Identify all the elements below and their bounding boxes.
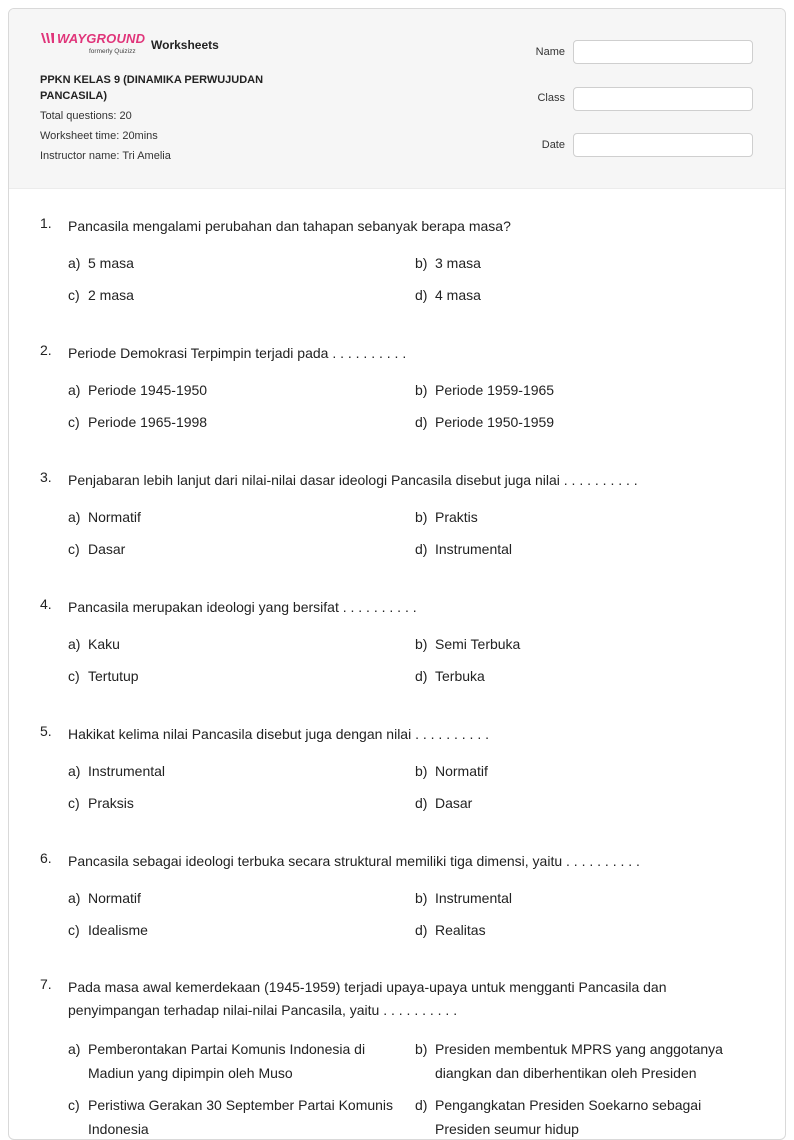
question-text: Pancasila merupakan ideologi yang bersifat . . . . . . . . . .	[68, 599, 417, 615]
option-letter: c)	[68, 541, 80, 557]
option-letter: b)	[415, 636, 428, 652]
option-letter: d)	[415, 922, 428, 938]
option-letter: b)	[415, 382, 428, 398]
option-text: Periode 1959-1965	[435, 382, 555, 398]
logo-mark-icon	[40, 32, 57, 44]
total-questions: Total questions: 20	[40, 110, 132, 122]
option-text: Normatif	[88, 509, 141, 525]
option-letter: d)	[415, 668, 428, 684]
date-field[interactable]	[573, 133, 753, 157]
option-letter: c)	[68, 1097, 80, 1113]
option-text: Presiden membentuk MPRS yang anggotanya diangkan dan diberhentikan oleh Presiden	[435, 1041, 723, 1081]
question-text: Pancasila mengalami perubahan dan tahapan sebanyak berapa masa?	[68, 218, 511, 234]
option-text: 4 masa	[435, 287, 481, 303]
option-text: Peristiwa Gerakan 30 September Partai Komunis Indonesia	[88, 1097, 394, 1137]
worksheet-page	[8, 8, 786, 1140]
option-text: Idealisme	[88, 922, 148, 938]
worksheet-title: PPKN KELAS 9 (DINAMIKA PERWUJUDAN PANCASILA)	[40, 74, 264, 102]
option-letter: d)	[415, 414, 428, 430]
option-text: Periode 1950-1959	[435, 414, 555, 430]
question-text: Penjabaran lebih lanjut dari nilai-nilai dasar ideologi Pancasila disebut juga nilai . . . . . . . . . .	[68, 472, 638, 488]
option-text: Kaku	[88, 636, 120, 652]
question-number: 6.	[40, 850, 52, 866]
class-label: Class	[537, 92, 565, 104]
brand-label: Worksheets	[151, 38, 219, 52]
option-text: Pemberontakan Partai Komunis Indonesia di Madiun yang dipimpin oleh Muso	[88, 1041, 366, 1081]
option-text: Periode 1965-1998	[88, 414, 208, 430]
logo-subtext: formerly Quizizz	[89, 48, 136, 55]
option-text: Normatif	[88, 890, 141, 906]
name-label: Name	[535, 46, 565, 58]
worksheet-time: Worksheet time: 20mins	[40, 130, 158, 142]
option-letter: c)	[68, 795, 80, 811]
option-letter: c)	[68, 668, 80, 684]
option-text: Semi Terbuka	[435, 636, 521, 652]
option-text: Instrumental	[435, 541, 513, 557]
option-text: Terbuka	[435, 668, 485, 684]
option-text: Dasar	[435, 795, 473, 811]
option-letter: a)	[68, 636, 81, 652]
question-number: 7.	[40, 976, 52, 992]
option-text: Realitas	[435, 922, 486, 938]
question-number: 1.	[40, 215, 52, 231]
option-text: Praksis	[88, 795, 134, 811]
question-text: Periode Demokrasi Terpimpin terjadi pada . . . . . . . . . .	[68, 345, 407, 361]
option-text: Instrumental	[435, 890, 513, 906]
option-text: Dasar	[88, 541, 126, 557]
question-text: Pancasila sebagai ideologi terbuka secara struktural memiliki tiga dimensi, yaitu . . . . . . . . . .	[68, 853, 640, 869]
option-text: 3 masa	[435, 255, 481, 271]
option-letter: a)	[68, 763, 81, 779]
option-letter: d)	[415, 287, 428, 303]
question-number: 2.	[40, 342, 52, 358]
option-text: 5 masa	[88, 255, 134, 271]
option-text: 2 masa	[88, 287, 134, 303]
option-text: Instrumental	[88, 763, 166, 779]
option-letter: a)	[68, 1041, 81, 1057]
instructor-name: Instructor name: Tri Amelia	[40, 150, 171, 162]
class-field[interactable]	[573, 87, 753, 111]
logo-text: WAYGROUND	[57, 31, 146, 46]
option-letter: a)	[68, 255, 81, 271]
option-letter: b)	[415, 1041, 428, 1057]
option-letter: c)	[68, 414, 80, 430]
option-letter: a)	[68, 890, 81, 906]
option-letter: d)	[415, 1097, 428, 1113]
option-text: Tertutup	[88, 668, 139, 684]
question-text: Pada masa awal kemerdekaan (1945-1959) terjadi upaya-upaya untuk mengganti Pancasila dan penyimpangan terhadap nilai-nilai Pancasila, yaitu . . . . . . . . . .	[68, 979, 667, 1018]
option-letter: c)	[68, 287, 80, 303]
question-number: 5.	[40, 723, 52, 739]
option-letter: b)	[415, 763, 428, 779]
option-text: Normatif	[435, 763, 488, 779]
worksheet-header	[9, 9, 785, 189]
option-letter: d)	[415, 795, 428, 811]
option-letter: a)	[68, 382, 81, 398]
question-text: Hakikat kelima nilai Pancasila disebut juga dengan nilai . . . . . . . . . .	[68, 726, 489, 742]
option-letter: c)	[68, 922, 80, 938]
option-letter: b)	[415, 509, 428, 525]
option-text: Praktis	[435, 509, 478, 525]
option-letter: b)	[415, 255, 428, 271]
question-number: 4.	[40, 596, 52, 612]
question-number: 3.	[40, 469, 52, 485]
wayground-logo	[40, 31, 144, 59]
option-letter: a)	[68, 509, 81, 525]
option-text: Pengangkatan Presiden Soekarno sebagai Presiden seumur hidup	[435, 1097, 702, 1137]
name-field[interactable]	[573, 40, 753, 64]
option-letter: d)	[415, 541, 428, 557]
option-letter: b)	[415, 890, 428, 906]
date-label: Date	[541, 139, 565, 151]
option-text: Periode 1945-1950	[88, 382, 208, 398]
